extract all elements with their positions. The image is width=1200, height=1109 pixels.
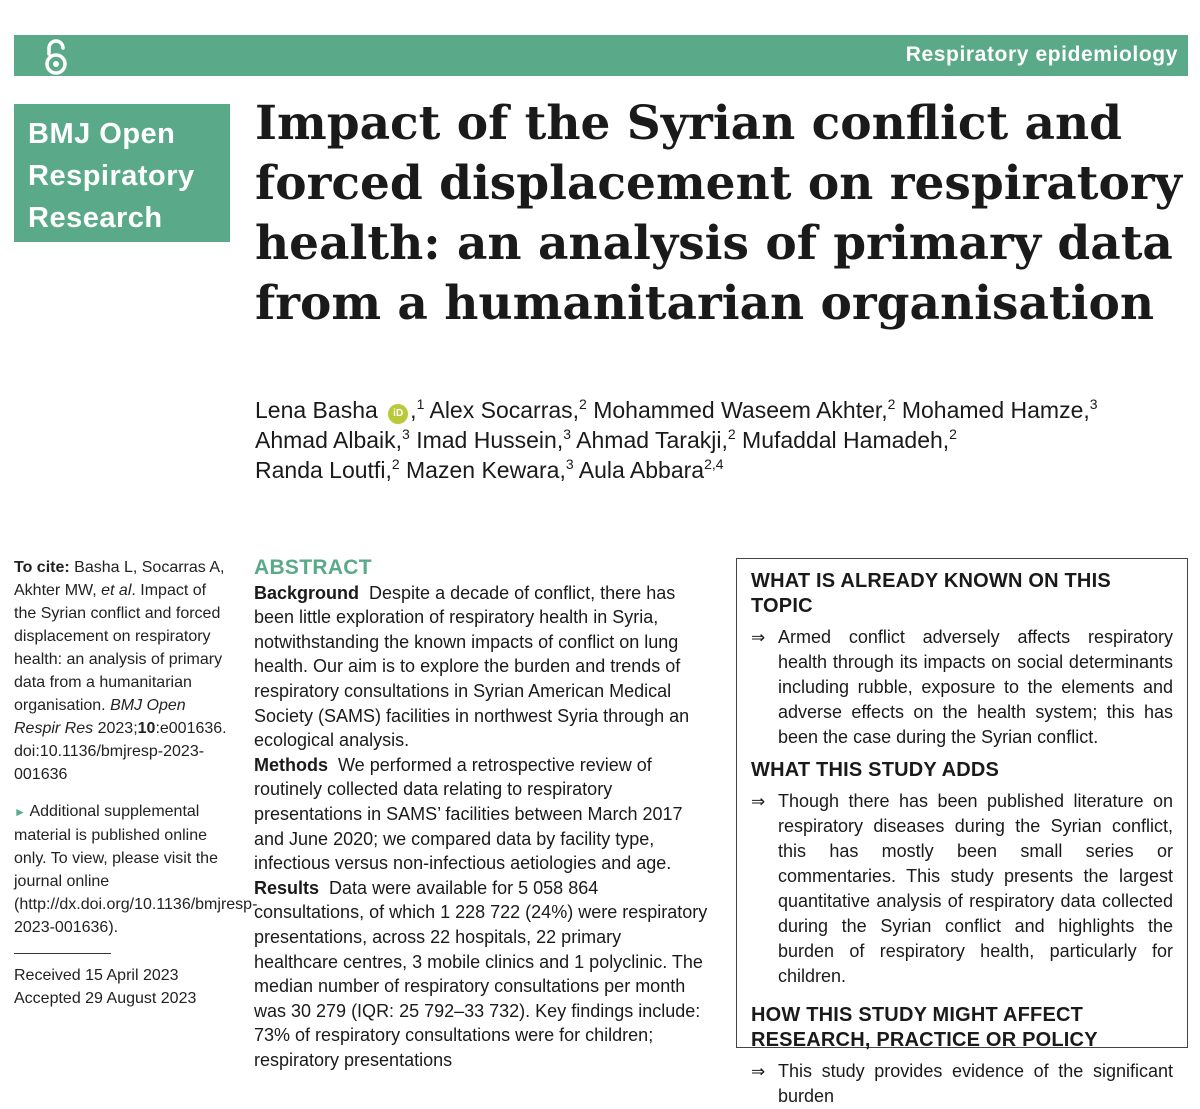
open-access-icon <box>40 37 72 77</box>
abstract-heading: ABSTRACT <box>254 556 372 579</box>
adds-item: ⇒ Though there has been published literature on respiratory diseases during the Syrian conflict, this has mostly been small series or commentaries. This study presents the largest quantitative analysis of respiratory data collected during the Syrian conflict and highlights the burden of respiratory health, particularly for children. <box>751 789 1173 989</box>
affect-heading: HOW THIS STUDY MIGHT AFFECT RESEARCH, PRACTICE OR POLICY <box>751 1004 1098 1051</box>
triangle-right-icon: ► <box>14 805 26 819</box>
abstract-results: Results Data were available for 5 058 864 consultations, of which 1 228 722 (24%) were respiratory presentations, across 22 hospitals, 22 primary healthcare centres, 3 mobile clinics and 1 polyclinic. The median number of respiratory consultations per month was 30 279 (IQR: 25 792–33 732). Key findings include: 73% of respiratory consultations were for children; respiratory presentations <box>254 877 708 1070</box>
implies-arrow-icon: ⇒ <box>751 1062 766 1081</box>
citation: To cite: Basha L, Socarras A, Akhter MW, et al. Impact of the Syrian conflict and forced displacement on respiratory health: an analysis of primary data from a humanitarian organisation. BMJ Open Respir Res 2023;10:e001636. doi:10.1136/bmjresp-2023-001636 <box>14 559 227 783</box>
author[interactable]: Randa Loutfi,$^2$ <box>255 456 400 483</box>
author-list <box>255 395 1195 485</box>
section-header-bar <box>14 35 1188 76</box>
key-messages-box <box>736 558 1188 1106</box>
abstract-methods: Methods We performed a retrospective review of routinely collected data relating to respiratory presentations in SAMS’ facilities between March 2017 and June 2020; we compared data by facility type, infectious versus non-infectious aetiologies and age. <box>254 754 683 874</box>
implies-arrow-icon: ⇒ <box>751 628 766 647</box>
affect-item: ⇒ This study provides evidence of the significant burden <box>751 1059 1173 1109</box>
section-label: Respiratory epidemiology <box>905 43 1178 66</box>
known-heading: WHAT IS ALREADY KNOWN ON THIS TOPIC <box>751 570 1111 617</box>
author[interactable]: Ahmad Albaik,$^3$ <box>255 426 410 453</box>
implies-arrow-icon: ⇒ <box>751 792 766 811</box>
article-title: Impact of the Syrian conflict and forced displacement on respiratory health: an analysis of primary data from a humanitarian organisation <box>255 96 1182 331</box>
author[interactable]: Aula Abbara$^{2,4}$ <box>578 456 724 483</box>
journal-logo <box>14 104 230 242</box>
author[interactable]: Lena Basha iD ,$^1$ <box>255 396 425 423</box>
journal-name-line: BMJ Open <box>28 118 176 150</box>
abstract-background: Background Despite a decade of conflict, there has been little exploration of respiratory health in Syria, notwithstanding the known impacts of conflict on lung health. Our aim is to explore the burden and trends of respiratory consultations in Syrian American Medical Society (SAMS) facilities in northwest Syria through an ecological analysis. <box>254 582 690 751</box>
received-date: Received 15 April 2023 <box>14 967 179 984</box>
author[interactable]: Alex Socarras,$^2$ <box>429 396 587 423</box>
author[interactable]: Mufaddal Hamadeh,$^2$ <box>742 426 957 453</box>
accepted-date: Accepted 29 August 2023 <box>14 990 197 1007</box>
author[interactable]: Ahmad Tarakji,$^2$ <box>576 426 736 453</box>
divider <box>14 953 111 954</box>
journal-name-line: Respiratory <box>28 160 195 192</box>
author[interactable]: Mohamed Hamze,$^3$ <box>901 396 1098 423</box>
journal-name-line: Research <box>28 202 163 234</box>
known-item: ⇒ Armed conflict adversely affects respiratory health through its impacts on social determinants including rubble, exposure to the elements and adverse effects on the health system; this has been the case during the Syrian conflict. <box>751 625 1173 750</box>
citation-sidebar <box>14 556 258 1010</box>
author[interactable]: Mohammed Waseem Akhter,$^2$ <box>593 396 896 423</box>
orcid-icon[interactable]: iD <box>388 404 408 424</box>
author[interactable]: Mazen Kewara,$^3$ <box>406 456 574 483</box>
adds-heading: WHAT THIS STUDY ADDS <box>751 759 1000 781</box>
author[interactable]: Imad Hussein,$^3$ <box>416 426 572 453</box>
abstract <box>254 556 709 1072</box>
supplemental-note[interactable]: ► Additional supplemental material is published online only. To view, please visit the journal online (http://dx.doi.org/10.1136/bmjresp-2023-001636). <box>14 803 258 936</box>
